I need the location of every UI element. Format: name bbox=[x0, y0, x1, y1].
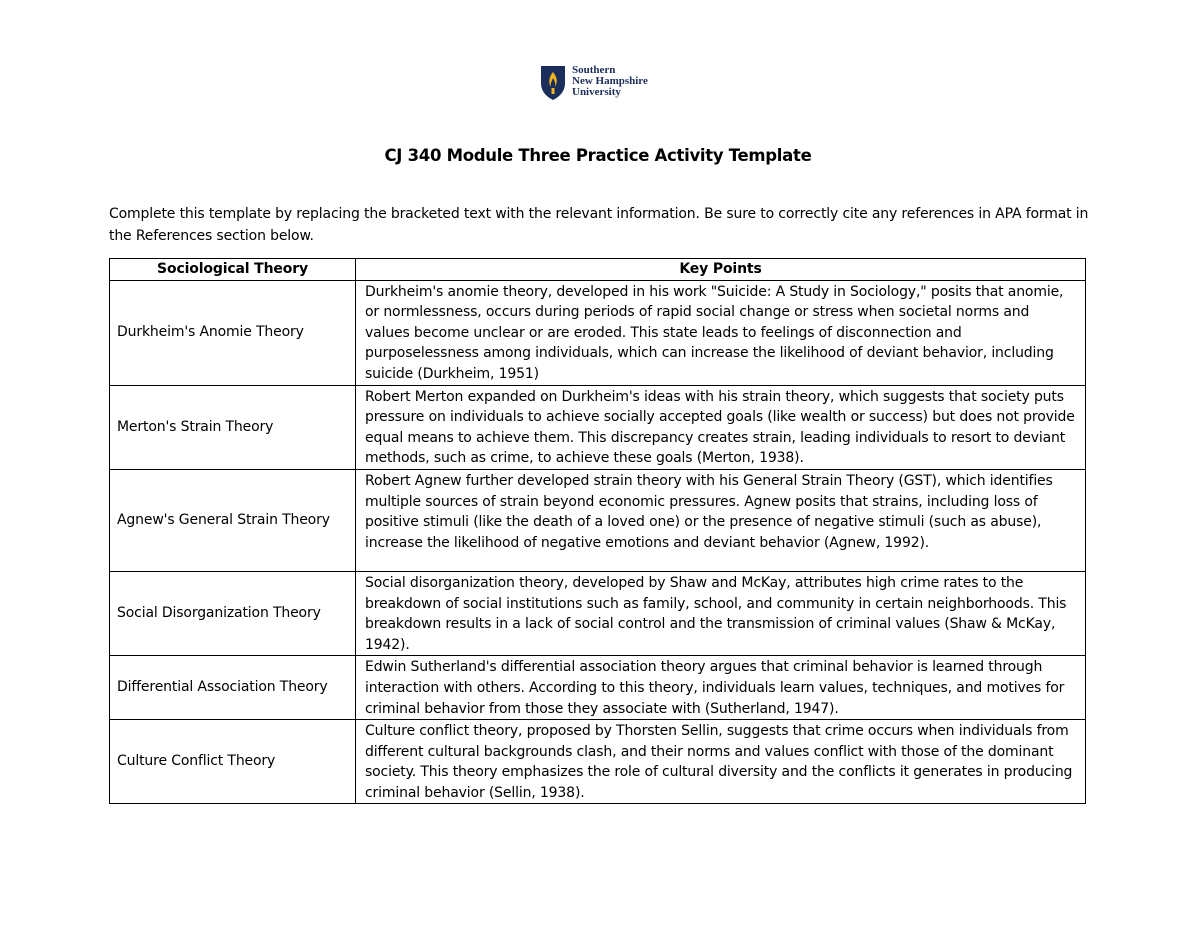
key-points: Edwin Sutherland's differential association theory argues that criminal behavior is learned through interaction with others. According to this theory, individuals learn values, techniques, and motives for criminal behavior from those they associate with (Sutherland, 1947). bbox=[356, 656, 1086, 720]
snhu-logo bbox=[540, 65, 670, 105]
theory-name: Social Disorganization Theory bbox=[110, 571, 356, 655]
table-row bbox=[110, 469, 1086, 571]
theory-name: Differential Association Theory bbox=[110, 656, 356, 720]
table-row bbox=[110, 280, 1086, 385]
snhu-shield-icon bbox=[540, 65, 566, 101]
key-points: Social disorganization theory, developed by Shaw and McKay, attributes high crime rates to the breakdown of social institutions such as family, school, and community in certain neighborhoods. This breakdown results in a lack of social control and the transmission of criminal values (Shaw & McKay, 1942). bbox=[356, 571, 1086, 655]
table-row bbox=[110, 720, 1086, 804]
theory-name: Merton's Strain Theory bbox=[110, 385, 356, 469]
header-key-points: Key Points bbox=[356, 259, 1086, 281]
key-points: Robert Agnew further developed strain theory with his General Strain Theory (GST), which identifies multiple sources of strain beyond economic pressures. Agnew posits that strains, including loss of positive stimuli (like the death of a loved one) or the presence of negative stimuli (such as abuse), increase the likelihood of negative emotions and deviant behavior (Agnew, 1992). bbox=[356, 469, 1086, 571]
theory-name: Durkheim's Anomie Theory bbox=[110, 280, 356, 385]
logo-line-2: New Hampshire bbox=[572, 75, 648, 87]
intro-paragraph: Complete this template by replacing the bracketed text with the relevant information. Be sure to correctly cite any references in APA format in the References section below. bbox=[109, 206, 1089, 244]
table-row bbox=[110, 656, 1086, 720]
key-points: Durkheim's anomie theory, developed in his work "Suicide: A Study in Sociology," posits that anomie, or normlessness, occurs during periods of rapid social change or stress when societal norms and values become unclear or are eroded. This state leads to feelings of disconnection and purposelessness among individuals, which can increase the likelihood of deviant behavior, including suicide (Durkheim, 1951) bbox=[356, 280, 1086, 385]
page-title: CJ 340 Module Three Practice Activity Template bbox=[384, 146, 812, 165]
table-header-row bbox=[110, 259, 1086, 281]
theory-name: Culture Conflict Theory bbox=[110, 720, 356, 804]
theory-name: Agnew's General Strain Theory bbox=[110, 469, 356, 571]
header-sociological-theory: Sociological Theory bbox=[110, 259, 356, 281]
key-points: Culture conflict theory, proposed by Thorsten Sellin, suggests that crime occurs when individuals from different cultural backgrounds clash, and their norms and values conflict with those of the dominant society. This theory emphasizes the role of cultural diversity and the conflicts it generates in producing criminal behavior (Sellin, 1938). bbox=[356, 720, 1086, 804]
table-row bbox=[110, 571, 1086, 655]
theory-table bbox=[109, 258, 1086, 804]
snhu-wordmark bbox=[572, 65, 648, 98]
logo-line-1: Southern bbox=[572, 64, 616, 76]
key-points: Robert Merton expanded on Durkheim's ideas with his strain theory, which suggests that society puts pressure on individuals to achieve socially accepted goals (like wealth or success) but does not provide equal means to achieve them. This discrepancy creates strain, leading individuals to resort to deviant methods, such as crime, to achieve these goals (Merton, 1938). bbox=[356, 385, 1086, 469]
table-row bbox=[110, 385, 1086, 469]
logo-line-3: University bbox=[572, 86, 621, 98]
